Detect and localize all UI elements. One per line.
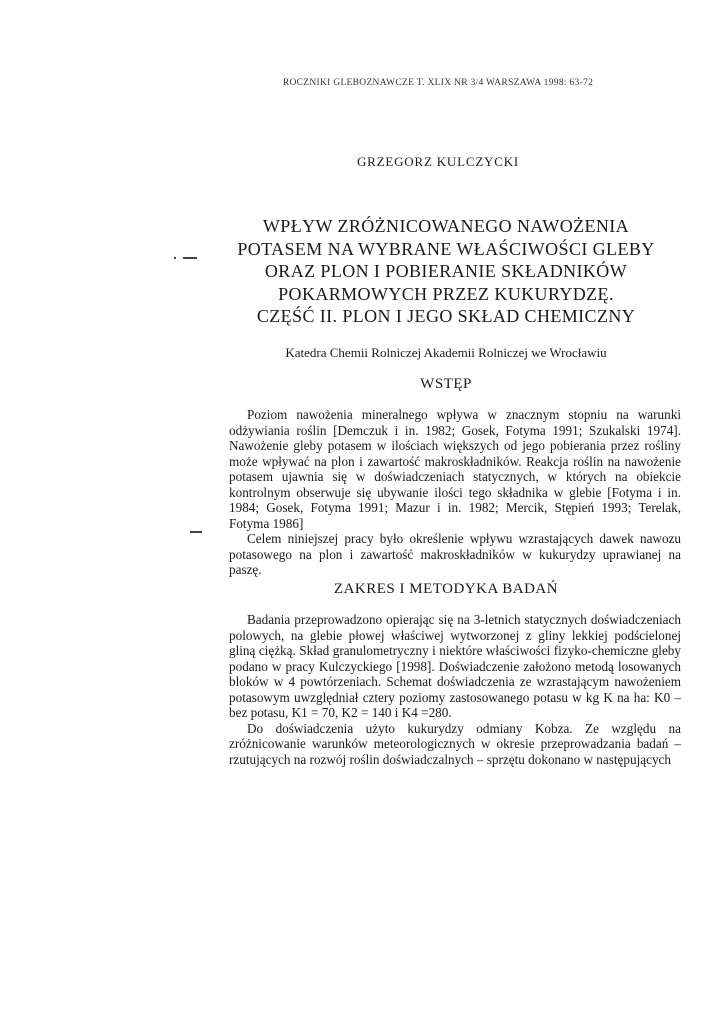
article-title bbox=[196, 215, 696, 328]
affiliation: Katedra Chemii Rolniczej Akademii Rolniczej we Wrocławiu bbox=[285, 345, 607, 360]
paragraph: Do doświadczenia użyto kukurydzy odmiany Kobza. Ze względu na zróżnicowanie warunków meteorologicznych w okresie przeprowadzania badań – rzutujących na rozwój roślin doświadczalnych – sprzętu dokonano w następujących bbox=[229, 720, 681, 767]
paragraph: Celem niniejszej pracy było określenie wpływu wzrastających dawek nawozu potasowego na plon i zawartość makroskładników w kukurydzy uprawianej na paszę. bbox=[229, 531, 681, 577]
title-line: POKARMOWYCH PRZEZ KUKURYDZĘ. bbox=[278, 283, 614, 304]
journal-header: ROCZNIKI GLEBOZNAWCZE T. XLIX NR 3/4 WARSZAWA 1998: 63-72 bbox=[282, 78, 594, 88]
title-line: ORAZ PLON I POBIERANIE SKŁADNIKÓW bbox=[264, 261, 628, 281]
section-heading-intro: WSTĘP bbox=[420, 376, 472, 392]
section-heading-methods: ZAKRES I METODYKA BADAŃ bbox=[333, 581, 559, 597]
section-body-methods bbox=[229, 612, 681, 767]
margin-mark bbox=[190, 531, 202, 533]
margin-mark bbox=[183, 257, 197, 259]
title-line: WPŁYW ZRÓŻNICOWANEGO NAWOŻENIA bbox=[262, 216, 630, 236]
author-name: GRZEGORZ KULCZYCKI bbox=[356, 154, 520, 169]
section-body-intro bbox=[229, 407, 681, 578]
margin-mark bbox=[174, 257, 176, 259]
title-line: POTASEM NA WYBRANE WŁAŚCIWOŚCI GLEBY bbox=[237, 238, 655, 259]
paragraph: Poziom nawożenia mineralnego wpływa w znacznym stopniu na warunki odżywiania roślin [Demczuk i in. 1982; Gosek, Fotyma 1991; Szukalski 1974]. Nawożenie gleby potasem w ilościach większych od jego pobierania przez rośliny może wpływać na plon i zawartość makroskładników. Reakcja roślin na nawożenie potasem ujawnia się w doświadczeniach statycznych, w których na obiekcie kontrolnym obserwuje się ubywanie ilości tego składnika w glebie [Fotyma i in. 1984; Gosek, Fotyma 1991; Mazur i in. 1982; Mercik, Stępień 1993; Terelak, Fotyma 1986] bbox=[229, 407, 681, 531]
title-line: CZĘŚĆ II. PLON I JEGO SKŁAD CHEMICZNY bbox=[256, 306, 636, 326]
paragraph: Badania przeprowadzono opierając się na 3-letnich statycznych doświadczeniach polowych, na glebie płowej właściwej wytworzonej z gliny lekkiej podścielonej gliną ciężką. Skład granulometryczny i niektóre właściwości fizyko-chemiczne gleby podano w pracy Kulczyckiego [1998]. Doświadczenie założono metodą losowanych bloków w 4 powtórzeniach. Schemat doświadczenia ze wzrastającym nawożeniem potasowym uwzględniał cztery poziomy zastosowanego potasu w kg K na ha: K0 – bez potasu, K1 = 70, K2 = 140 i K4 =280. bbox=[229, 612, 681, 720]
